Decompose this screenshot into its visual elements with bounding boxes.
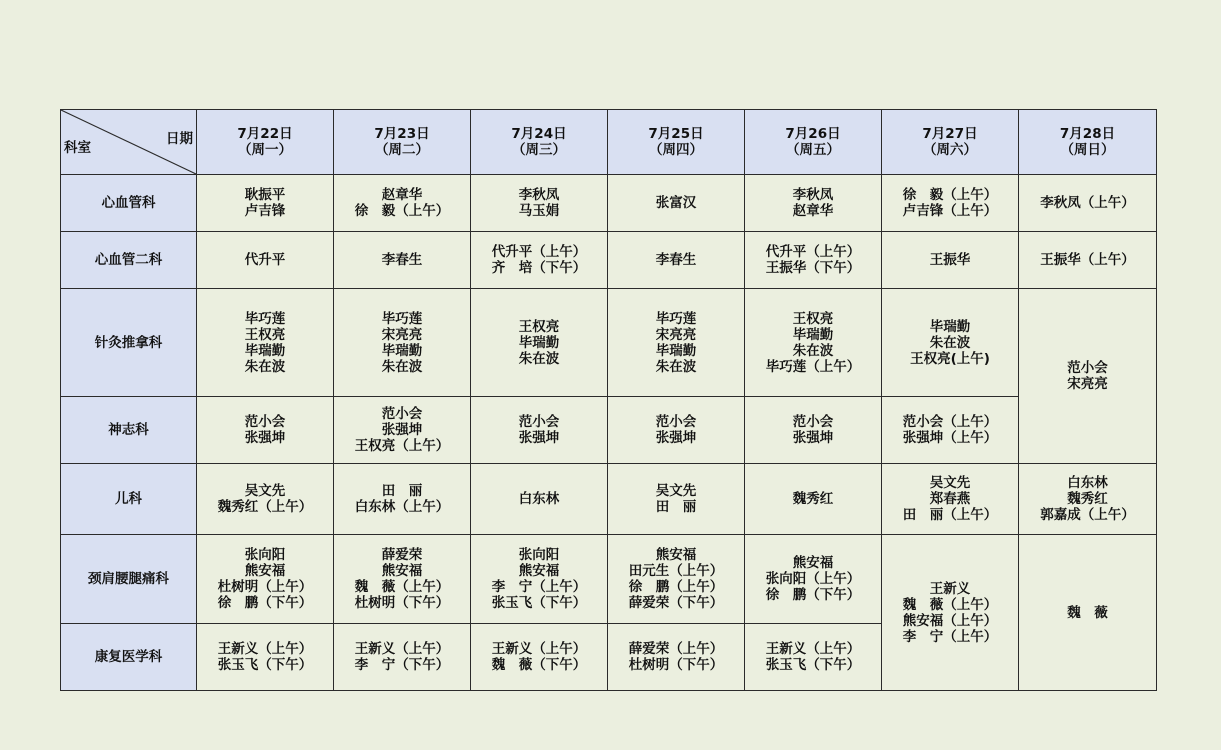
duty-cell: 毕巧莲 王权亮 毕瑞勤 朱在波 (197, 289, 334, 397)
duty-cell: 王振华 (882, 232, 1019, 289)
duty-cell: 白东林 魏秀红 郭嘉成（上午） (1019, 464, 1157, 535)
duty-cell: 李秋凤（上午） (1019, 175, 1157, 232)
duty-cell: 范小会 张强坤 王权亮（上午） (334, 397, 471, 464)
department-name: 颈肩腰腿痛科 (61, 535, 197, 624)
duty-cell: 王新义（上午） 魏 薇（下午） (471, 624, 608, 691)
duty-cell: 范小会 张强坤 (197, 397, 334, 464)
duty-cell: 毕巧莲 宋亮亮 毕瑞勤 朱在波 (334, 289, 471, 397)
duty-cell: 张向阳 熊安福 李 宁（上午） 张玉飞（下午） (471, 535, 608, 624)
duty-cell: 范小会 张强坤 (745, 397, 882, 464)
duty-cell: 张富汉 (608, 175, 745, 232)
header-row (61, 110, 1157, 175)
duty-cell: 徐 毅（上午） 卢吉锋（上午） (882, 175, 1019, 232)
duty-cell-merged: 王新义 魏 薇（上午） 熊安福（上午） 李 宁（上午） (882, 535, 1019, 691)
duty-cell: 白东林 (471, 464, 608, 535)
table-row (61, 175, 1157, 232)
duty-cell: 王振华（上午） (1019, 232, 1157, 289)
department-name: 康复医学科 (61, 624, 197, 691)
duty-cell: 吴文先 魏秀红（上午） (197, 464, 334, 535)
duty-cell: 毕巧莲 宋亮亮 毕瑞勤 朱在波 (608, 289, 745, 397)
duty-cell: 熊安福 张向阳（上午） 徐 鹏（下午） (745, 535, 882, 624)
duty-cell: 田 丽 白东林（上午） (334, 464, 471, 535)
duty-cell: 王新义（上午） 张玉飞（下午） (197, 624, 334, 691)
date-header: 7月23日 （周二） (334, 110, 471, 175)
corner-header (61, 110, 197, 175)
duty-cell: 代升平（上午） 齐 培（下午） (471, 232, 608, 289)
duty-cell: 范小会（上午） 张强坤（上午） (882, 397, 1019, 464)
duty-cell: 代升平（上午） 王振华（下午） (745, 232, 882, 289)
table-row (61, 232, 1157, 289)
date-header: 7月22日 （周一） (197, 110, 334, 175)
duty-cell: 吴文先 田 丽 (608, 464, 745, 535)
duty-cell: 张向阳 熊安福 杜树明（上午） 徐 鹏（下午） (197, 535, 334, 624)
duty-cell: 毕瑞勤 朱在波 王权亮(上午) (882, 289, 1019, 397)
date-header: 7月25日 （周四） (608, 110, 745, 175)
table-row (61, 397, 1157, 464)
department-name: 儿科 (61, 464, 197, 535)
duty-cell: 熊安福 田元生（上午） 徐 鹏（上午） 薛爱荣（下午） (608, 535, 745, 624)
duty-cell: 李秋凤 赵章华 (745, 175, 882, 232)
duty-cell: 代升平 (197, 232, 334, 289)
table-row (61, 289, 1157, 397)
department-name: 心血管二科 (61, 232, 197, 289)
duty-cell-merged: 魏 薇 (1019, 535, 1157, 691)
date-header: 7月26日 （周五） (745, 110, 882, 175)
duty-cell: 范小会 张强坤 (471, 397, 608, 464)
duty-cell: 王权亮 毕瑞勤 朱在波 毕巧莲（上午） (745, 289, 882, 397)
date-header: 7月24日 （周三） (471, 110, 608, 175)
department-name: 针灸推拿科 (61, 289, 197, 397)
duty-cell: 李春生 (608, 232, 745, 289)
date-axis-label: 日期 (166, 131, 193, 147)
date-header: 7月27日 （周六） (882, 110, 1019, 175)
table-row (61, 464, 1157, 535)
duty-cell: 魏秀红 (745, 464, 882, 535)
duty-roster-table (60, 109, 1157, 691)
duty-cell: 薛爱荣 熊安福 魏 薇（上午） 杜树明（下午） (334, 535, 471, 624)
duty-cell: 王新义（上午） 张玉飞（下午） (745, 624, 882, 691)
duty-cell-merged: 范小会 宋亮亮 (1019, 289, 1157, 464)
department-name: 神志科 (61, 397, 197, 464)
date-header: 7月28日 （周日） (1019, 110, 1157, 175)
table-row (61, 535, 1157, 624)
duty-cell: 范小会 张强坤 (608, 397, 745, 464)
duty-cell: 薛爱荣（上午） 杜树明（下午） (608, 624, 745, 691)
department-name: 心血管科 (61, 175, 197, 232)
duty-cell: 王权亮 毕瑞勤 朱在波 (471, 289, 608, 397)
duty-cell: 耿振平 卢吉锋 (197, 175, 334, 232)
duty-cell: 吴文先 郑春燕 田 丽（上午） (882, 464, 1019, 535)
duty-cell: 李春生 (334, 232, 471, 289)
duty-cell: 李秋凤 马玉娟 (471, 175, 608, 232)
duty-cell: 赵章华 徐 毅（上午） (334, 175, 471, 232)
dept-axis-label: 科室 (64, 140, 91, 156)
duty-cell: 王新义（上午） 李 宁（下午） (334, 624, 471, 691)
